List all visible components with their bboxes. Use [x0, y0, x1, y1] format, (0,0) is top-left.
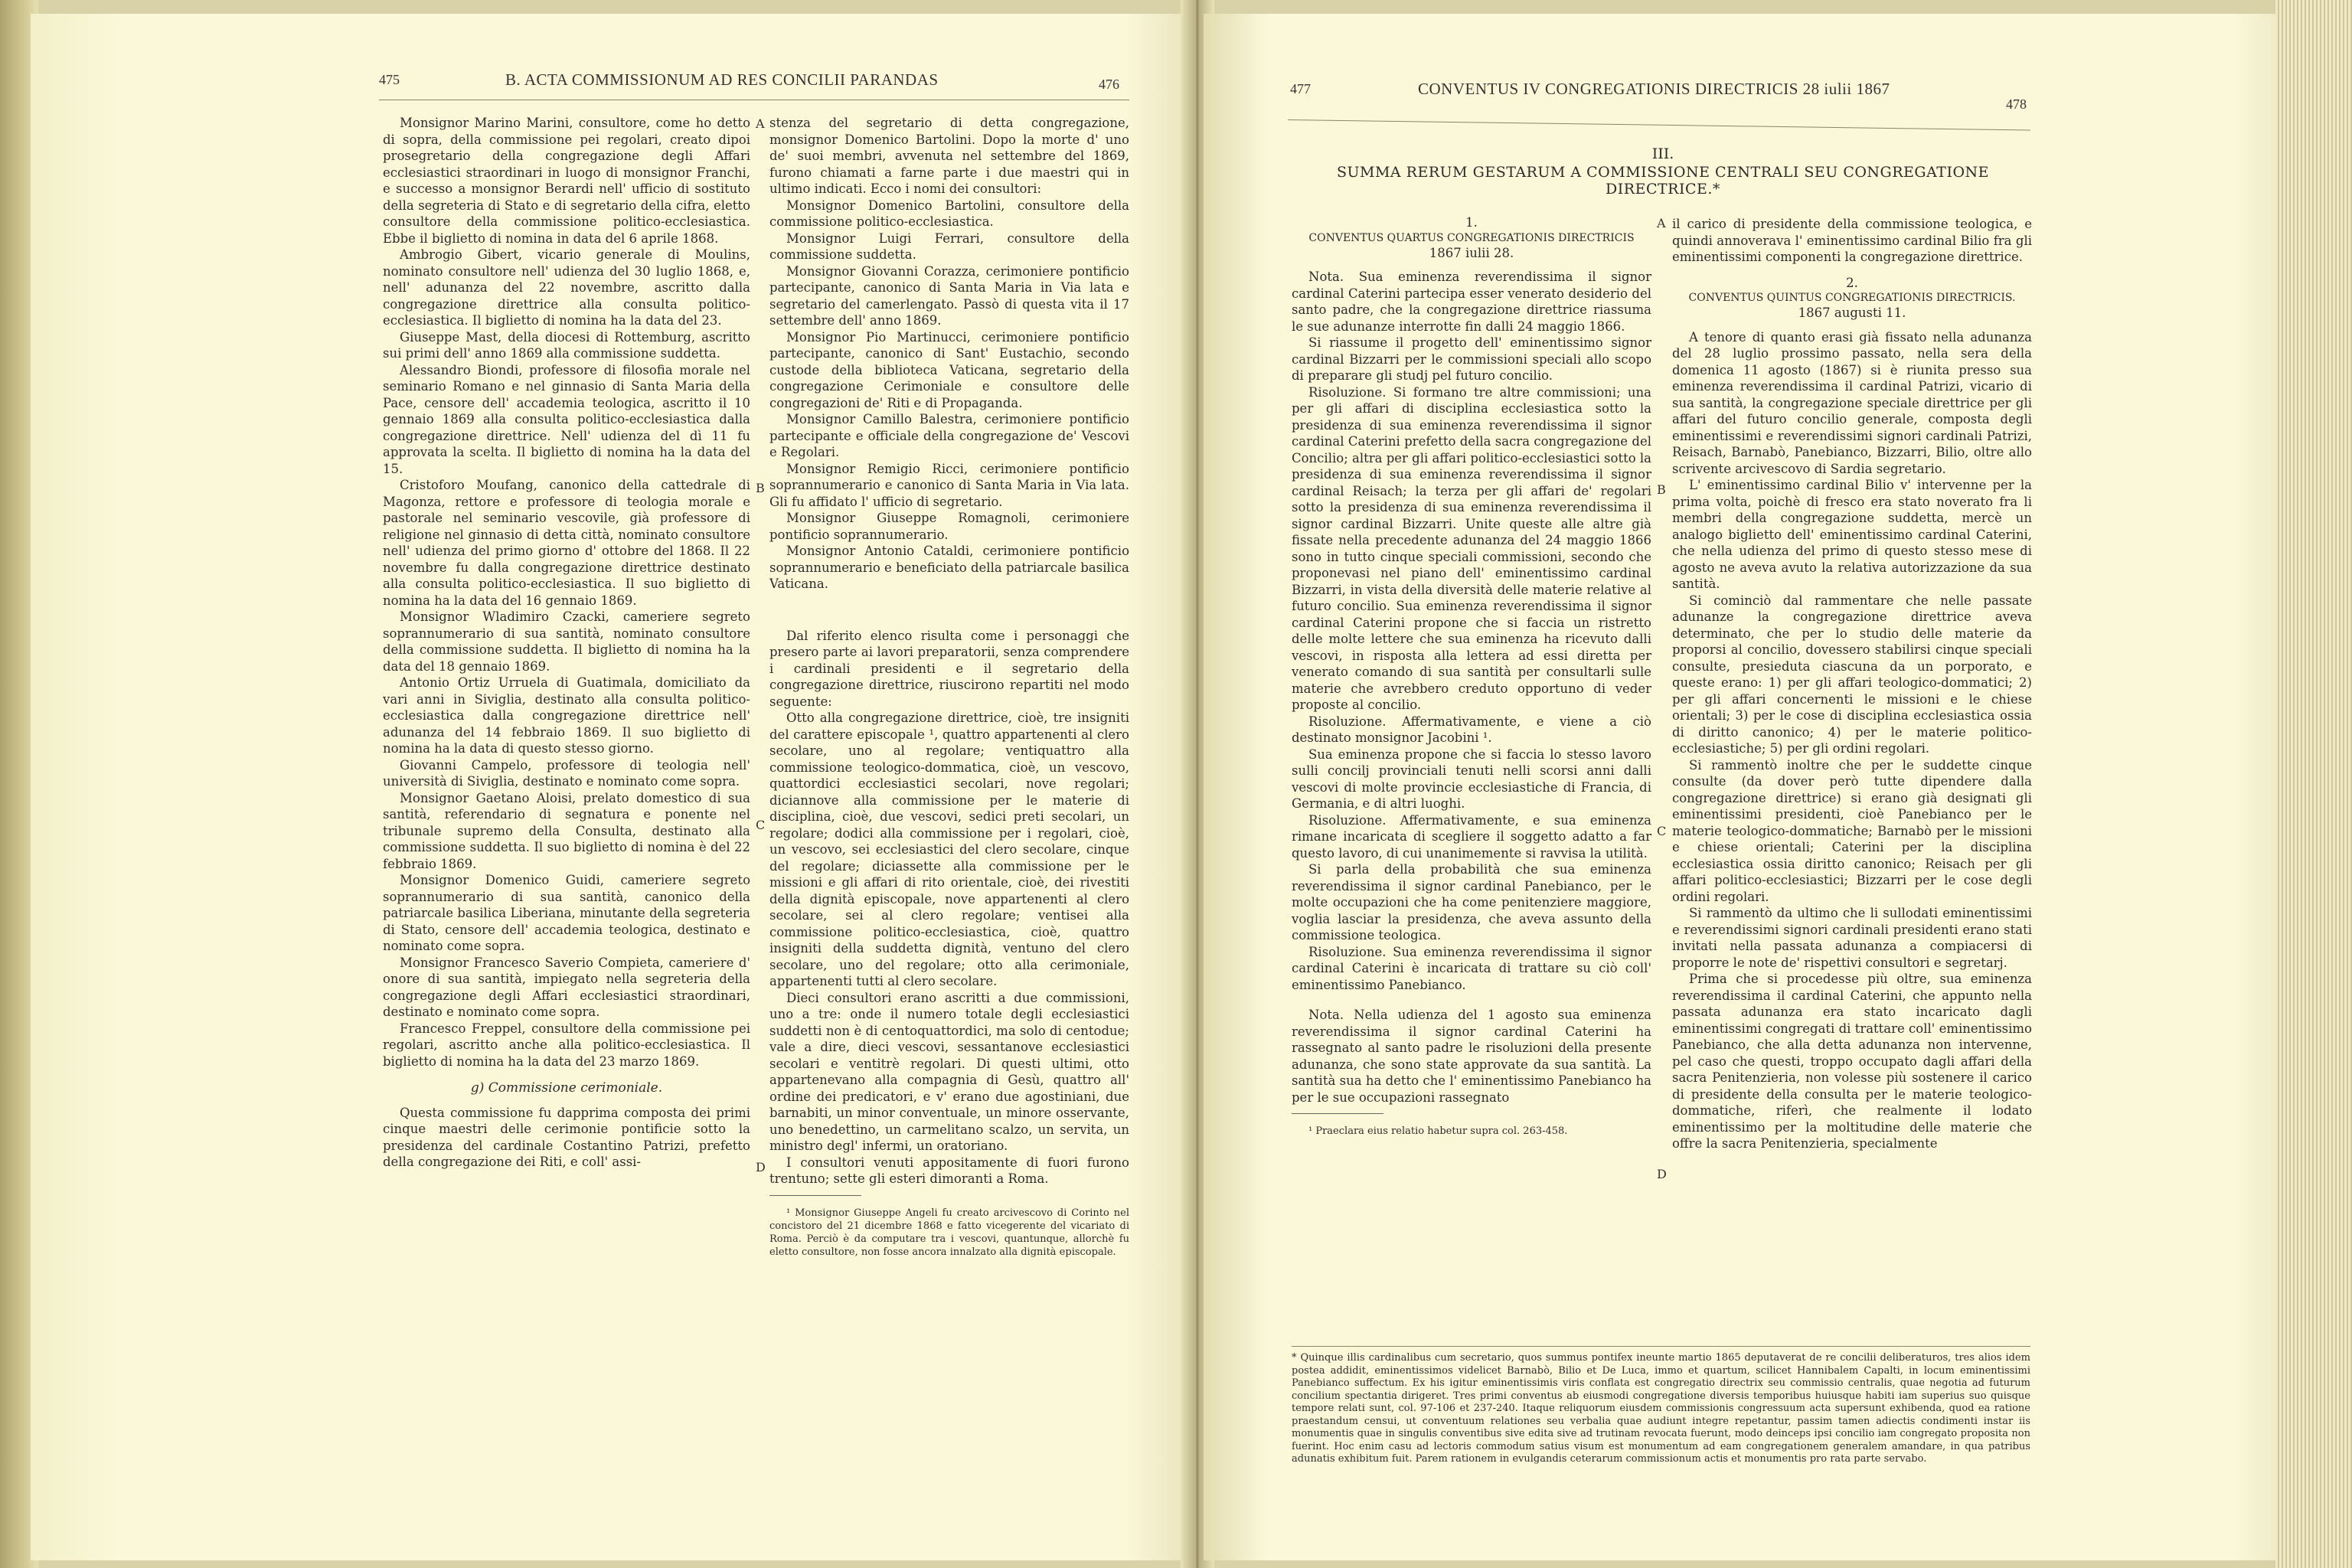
- margin-marker: B: [1657, 482, 1666, 497]
- paragraph: Antonio Ortiz Urruela di Guatimala, domiciliato da vari anni in Siviglia, destinato alla consulta politico-ecclesiastica dalla congregazione direttrice nell' adunanza del 14 febbraio 1869. Il suo biglietto di nomina ha la data di questo stesso giorno.: [383, 675, 750, 756]
- paragraph: Otto alla congregazione direttrice, cioè, tre insigniti del carattere episcopale ¹, quattro appartenenti al clero secolare, uno al regolare; ventiquattro alla commissione teologico-dommatica, cioè, un vescovo, quattordici ecclesiastici secolari, nove regolari; diciannove alla commissione per le materie di disciplina, cioè, due vescovi, sedici preti secolari, un regolare; dodici alla commissione per i regolari, cioè, un vescovo, sei ecclesiastici del clero secolare, cinque del regolare; diciassette alla commissione per le missioni e gli affari di rito orientale, cioè, dei rivestiti della dignità episcopale, nove appartenenti al clero secolare, sei al clero regolare; ventisei alla commissione politico-ecclesiastica, cioè, quattro insigniti della suddetta dignità, ventuno del clero secolare, uno del regolare; otto alla cerimoniale, appartenenti tutti al clero secolare.: [769, 710, 1129, 988]
- paragraph: Francesco Freppel, consultore della commissione pei regolari, ascritto anche alla politico-ecclesiastica. Il biglietto di nomina ha la data del 23 marzo 1869.: [383, 1021, 750, 1069]
- paragraph: Monsignor Giovanni Corazza, cerimoniere pontificio partecipante, canonico di Santa Maria in Via lata e segretario del camerlengato. Passò di questa vita il 17 settembre dell' anno 1869.: [769, 263, 1129, 328]
- paragraph: Alessandro Biondi, professore di filosofia morale nel seminario Romano e nel ginnasio di Santa Maria della Pace, censore dell' accademia teologica, ascritto il 10 gennaio 1869 alla consulta politico-ecclesiastica dalla congregazione direttrice. Nell' udienza del dì 11 fu approvata la scelta. Il biglietto di nomina ha la data del 15.: [383, 362, 750, 476]
- paragraph: Nota. Sua eminenza reverendissima il signor cardinal Caterini partecipa esser venerato desiderio del santo padre, che la congregazione direttrice riassuma le sue adunanze interrotte fin dalli 24 maggio 1866.: [1292, 270, 1651, 334]
- paragraph: Risoluzione. Affermativamente, e viene a ciò destinato monsignor Jacobini ¹.: [1292, 714, 1651, 745]
- paragraph: Cristoforo Moufang, canonico della cattedrale di Magonza, rettore e professore di teologia morale e pastorale nel seminario vescovile, già professore di religione nel ginnasio di detta città, nominato consultore nell' udienza del primo giorno d' ottobre del 1868. Il 22 novembre fu dalla congregazione direttrice destinato alla consulta politico-ecclesiastica. Il suo biglietto di nomina ha la data del 16 gennaio 1869.: [383, 478, 750, 608]
- conventus-heading: CONVENTUS QUARTUS CONGREGATIONIS DIRECTRICIS: [1308, 231, 1635, 244]
- paragraph: Monsignor Domenico Guidi, cameriere segreto soprannumerario di sua santità, canonico della patriarcale basilica Liberiana, minutante della segreteria di Stato, censore dell' accademia teologica, destinato e nominato come sopra.: [383, 873, 750, 953]
- conventus-date: 1867 augusti 11.: [1798, 305, 1906, 320]
- paragraph: Monsignor Giuseppe Romagnoli, cerimoniere pontificio soprannumerario.: [769, 511, 1129, 542]
- paragraph: Si riassume il progetto dell' eminentissimo signor cardinal Bizzarri per le commissioni speciali allo scopo di preparare gli studj pel futuro concilio.: [1292, 335, 1651, 383]
- editorial-footnote: * Quinque illis cardinalibus cum secretario, quos summus pontifex ineunte martio 1865 deputaverat de re concilii deliberaturos, tres alios idem postea addidit, eminentissimos videlicet Barnabò, Bilio et De Luca, immo et quartum, scilicet Hannibalem Capalti, in locum eminentissimi Panebianco suffectum. Ex his igitur eminentissimis viris conflata est congregatio directrix seu commissio centralis, quae negotia ad futurum concilium spectantia dirigeret. Tres primi conventus ab eiusmodi congregatione diversis temporibus huiusque habiti iam superius suo quisque tempore relati sunt, col. 97-106 et 237-240. Itaque reliquorum eiusdem commissionis congressuum acta supersunt exhibenda, quod ea ratione praestandum censui, ut conventuum relationes seu verbalia quae audiunt integre repetantur, passim tamen adiectis condimenti instar iis monumentis quae in singulis conventibus sive edita sive ad trutinam revocata fuerunt, modo deinceps ipsi concilio iam congregato proposita non fuerint. Hoc enim casu ad lectoris commodum satius visum est monumentum ad eam congregationem generalem amandare, in qua patribus adunatis exhibitum fuit. Parem rationem in evulgandis ceterarum commissionum actis et monumentis pro rata parte servabo.: [1292, 1352, 2030, 1465]
- header-rule: [1288, 119, 2030, 131]
- paragraph: Si rammentò inoltre che per le suddette cinque consulte (da dover però tutte dipendere dalla congregazione direttrice) si erano già designati gli eminentissimi presidenti, cioè Panebianco per le materie teologico-dommatiche; Barnabò per le missioni e chiese orientali; Caterini per la disciplina ecclesiastica ossia diritto canonico; Reisach per gli affari politico-ecclesiastici; Bizzarri per le cose degli ordini regolari.: [1672, 757, 2032, 904]
- running-head: CONVENTUS IV CONGREGATIONIS DIRECTRICIS 28 iulii 1867: [1418, 80, 1890, 98]
- running-head: B. ACTA COMMISSIONUM AD RES CONCILII PARANDAS: [505, 70, 939, 89]
- paragraph: Monsignor Domenico Bartolini, consultore della commissione politico-ecclesiastica.: [769, 198, 1129, 229]
- page-number: 476: [1099, 77, 1119, 92]
- paragraph: Ambrogio Gibert, vicario generale di Moulins, nominato consultore nell' udienza del 30 luglio 1868, e, nell' adunanza del 22 novembre, ascritto dalla congregazione direttrice alla consulta politico-ecclesiastica. Il biglietto di nomina ha la data del 23.: [383, 247, 750, 328]
- margin-marker: C: [756, 818, 766, 832]
- page-number: 477: [1290, 81, 1311, 96]
- paragraph: Si parla della probabilità che sua eminenza reverendissima il signor cardinal Panebianco, per le molte occupazioni che ha come penitenziere maggiore, voglia lasciar la presidenza, che aveva assunto della commissione teologica.: [1292, 862, 1651, 942]
- section-heading: g) Commissione cerimoniale.: [470, 1080, 663, 1096]
- paragraph: Monsignor Remigio Ricci, cerimoniere pontificio soprannumerario e canonico di Santa Maria in Via lata. Gli fu affidato l' ufficio di segretario.: [769, 461, 1129, 509]
- paragraph: Dal riferito elenco risulta come i personaggi che presero parte ai lavori preparatorii, senza comprendere i cardinali presidenti e il segretario della congregazione direttrice, riuscirono repartiti nel modo seguente:: [769, 628, 1129, 709]
- paragraph: Questa commissione fu dapprima composta dei primi cinque maestri delle cerimonie pontificie sotto la presidenza del cardinale Costantino Patrizi, prefetto della congregazione dei Riti, e coll' assi-: [383, 1105, 750, 1169]
- column-left: [383, 115, 750, 1171]
- page-number: 478: [2006, 96, 2027, 112]
- paragraph: A tenore di quanto erasi già fissato nella adunanza del 28 luglio prossimo passato, nella sera della domenica 11 agosto (1867) si è riunita presso sua eminenza reverendissima il cardinal Patrizi, vicario di sua santità, la congregazione speciale direttrice per gli affari del futuro concilio generale, composta degli eminentissimi e reverendissimi signori cardinali Patrizi, Reisach, Barnabò, Panebianco, Bizzarri, Bilio, oltre allo scrivente arcivescovo di Sardia segretario.: [1672, 329, 2032, 476]
- margin-marker: A: [756, 116, 765, 131]
- paragraph: Monsignor Luigi Ferrari, consultore della commissione suddetta.: [769, 230, 1129, 262]
- paragraph: Giovanni Campelo, professore di teologia nell' università di Siviglia, destinato e nominato come sopra.: [383, 757, 750, 789]
- column-right: [1672, 216, 2032, 1152]
- conventus-heading: CONVENTUS QUINTUS CONGREGATIONIS DIRECTRICIS.: [1688, 292, 2016, 304]
- paragraph: Si cominciò dal rammentare che nelle passate adunanze la congregazione direttrice aveva determinato, che per lo studio delle materie da proporsi al concilio, dovessero stabilirsi cinque speciali consulte, presieduta ciascuna da un porporato, e queste erano: 1) per gli affari teologico-dommatici; 2) per gli affari concernenti le missioni e le chiese orientali; 3) per le cose di disciplina ecclesiastica ossia di diritto canonico; 4) per le materie politico-ecclesiastiche; 5) per gli ordini regolari.: [1672, 593, 2032, 756]
- section-title: SUMMA RERUM GESTARUM A COMMISSIONE CENTRALI SEU CONGREGATIONE DIRECTRICE.*: [1336, 164, 1990, 198]
- paragraph: Prima che si procedesse più oltre, sua eminenza reverendissima il cardinal Caterini, che appunto nella passata adunanza era stato incaricato dagli eminentissimi congregati di trattare coll' eminentissimo Panebianco, che alla detta adunanza non intervenne, pel caso che questi, troppo occupato dagli affari della sacra Penitenzieria, non volesse più sostenere il carico di presidente della consulta per le materie teologico-dommatiche, riferì, che realmente il lodato eminentissimo per la moltitudine delle materie che offre la sacra Penitenzieria, specialmente: [1672, 972, 2032, 1151]
- section-number: III.: [1651, 145, 1674, 162]
- margin-marker: D: [756, 1160, 766, 1174]
- margin-marker: A: [1657, 216, 1666, 230]
- column-left: [1292, 214, 1651, 1138]
- paragraph: Monsignor Antonio Cataldi, cerimoniere pontificio soprannumerario e beneficiato della patriarcale basilica Vaticana.: [769, 544, 1129, 591]
- left-page: [31, 14, 1194, 1560]
- paragraph: Monsignor Francesco Saverio Compieta, cameriere d' onore di sua santità, impiegato nella segreteria della congregazione degli Affari ecclesiastici straordinari, destinato e nominato come sopra.: [383, 955, 750, 1019]
- paragraph: stenza del segretario di detta congregazione, monsignor Domenico Bartolini. Dopo la morte d' uno de' suoi membri, avvenuta nel settembre del 1869, furono chiamati a farne parte i due maestri qui in ultimo indicati. Ecco i nomi dei consultori:: [769, 116, 1129, 196]
- footnote: ¹ Praeclara eius relatio habetur supra col. 263-458.: [1308, 1125, 1568, 1137]
- footnote-rule: [1292, 1113, 1383, 1114]
- conventus-date: 1867 iulii 28.: [1429, 245, 1514, 260]
- right-page: [1204, 14, 2275, 1560]
- paragraph: Risoluzione. Sua eminenza reverendissima il signor cardinal Caterini è incaricata di trattare su ciò coll' eminentissimo Panebianco.: [1292, 944, 1651, 992]
- conventus-number: 1.: [1465, 215, 1478, 230]
- margin-marker: B: [756, 481, 765, 495]
- paragraph: Monsignor Camillo Balestra, cerimoniere pontificio partecipante e officiale della congregazione de' Vescovi e Regolari.: [769, 412, 1129, 459]
- footnote: ¹ Monsignor Giuseppe Angeli fu creato arcivescovo di Corinto nel concistoro del 21 dicembre 1868 e fatto vicegerente del vicariato di Roma. Perciò è da computare tra i vescovi, quantunque, allorchè fu eletto consultore, non fosse ancora innalzato alla dignità episcopale.: [769, 1207, 1129, 1258]
- paragraph: Nota. Nella udienza del 1 agosto sua eminenza reverendissima il signor cardinal Caterini ha rassegnato al santo padre le risoluzioni della presente adunanza, che sono state approvate da sua santità. La santità sua ha detto che l' eminentissimo Panebianco ha per le sue occupazioni rassegnato: [1292, 1008, 1651, 1105]
- page-number: 475: [379, 72, 400, 87]
- column-right: [769, 115, 1129, 1259]
- margin-marker: C: [1657, 824, 1667, 838]
- paragraph: Risoluzione. Affermativamente, e sua eminenza rimane incaricata di scegliere il soggetto adatto a far questo lavoro, di cui unanimemente si ravvisa la utilità.: [1292, 812, 1651, 861]
- paragraph: Monsignor Pio Martinucci, cerimoniere pontificio partecipante, canonico di Sant' Eustachio, secondo custode della biblioteca Vaticana, segretario della congregazione Cerimoniale e consultore delle congregazioni de' Riti e di Propaganda.: [769, 329, 1129, 410]
- paragraph: il carico di presidente della commissione teologica, e quindi annoverava l' eminentissimo cardinal Bilio fra gli eminentissimi componenti la congregazione direttrice.: [1672, 217, 2032, 264]
- paragraph: Risoluzione. Si formano tre altre commissioni; una per gli affari di disciplina ecclesiastica sotto la presidenza di sua eminenza reverendissima il signor cardinal Caterini prefetto della sacra congregazione del Concilio; altra per gli affari politico-ecclesiastici sotto la presidenza di sua eminenza reverendissima il signor cardinal Reisach; la terza per gli affari de' regolari sotto la presidenza di sua eminenza reverendissima il signor cardinal Bizzarri. Unite queste alle altre già fissate nella precedente adunanza del 24 maggio 1866 sono in tutto cinque speciali commissioni, secondo che proponevasi nel piano dell' eminentissimo cardinal Bizzarri, in vista della diversità delle materie relative al futuro concilio. Sua eminenza reverendissima il signor cardinal Caterini propone che si faccia un ristretto delle molte lettere che sua eminenza ha ricevuto dalli vescovi, in risposta alla lettera ad essi diretta per venerato comando di sua santità per consultarli sulle materie che avrebbero creduto opportuno di veder proposte al concilio.: [1292, 384, 1652, 712]
- paragraph: L' eminentissimo cardinal Bilio v' intervenne per la prima volta, poichè di fresco era stato noverato fra li membri della congregazione suddetta, mercè un analogo biglietto dell' eminentissimo cardinal Caterini, che nella udienza del primo di questo stesso mese di agosto ne aveva avuto la relativa autorizzazione da sua santità.: [1672, 478, 2032, 591]
- paragraph: Si rammentò da ultimo che li sullodati eminentissimi e reverendissimi signori cardinali presidenti erano stati invitati nella passata adunanza a compiacersi di proporre le note de' rispettivi consultori e segretarj.: [1672, 906, 2032, 970]
- paragraph: Monsignor Marino Marini, consultore, come ho detto di sopra, della commissione pei regolari, creato dipoi prosegretario della congregazione degli Affari ecclesiastici straordinari in luogo di monsignor Franchi, e successo a monsignor Berardi nell' ufficio di sostituto della segreteria di Stato e di segretario della cifra, eletto consultore della commissione politico-ecclesiastica. Ebbe il biglietto di nomina in data del 6 aprile 1868.: [383, 116, 750, 246]
- paragraph: Sua eminenza propone che si faccia lo stesso lavoro sulli concilj provinciali tenuti nelli scorsi anni dalli vescovi di molte provincie ecclesiastiche di Francia, di Germania, e di altri luoghi.: [1292, 746, 1651, 811]
- paragraph: Monsignor Wladimiro Czacki, cameriere segreto soprannumerario di sua santità, nominato consultore della commissione suddetta. Il biglietto di nomina ha la data del 18 gennaio 1869.: [383, 609, 750, 674]
- book-edge-right: [2275, 0, 2352, 1568]
- paragraph: I consultori venuti appositamente di fuori furono trentuno; sette gli esteri dimoranti a Roma.: [769, 1155, 1129, 1186]
- paragraph: Giuseppe Mast, della diocesi di Rottemburg, ascritto sui primi dell' anno 1869 alla commissione suddetta.: [383, 329, 750, 361]
- footnote-separator: [1292, 1346, 2030, 1347]
- footnote-rule: [769, 1195, 861, 1196]
- paragraph: Monsignor Gaetano Aloisi, prelato domestico di sua santità, referendario di segnatura e ponente nel tribunale supremo della Consulta, destinato alla commissione suddetta. Il suo biglietto di nomina è del 22 febbraio 1869.: [383, 790, 750, 871]
- paragraph: Dieci consultori erano ascritti a due commissioni, uno a tre: onde il numero totale degli ecclesiastici suddetti non è di centoquattordici, ma solo di centodue; vale a dire, dieci vescovi, sessantanove ecclesiastici secolari e ventitrè regolari. Di questi ultimi, otto appartenevano alla compagnia di Gesù, quattro all' ordine dei predicatori, e v' erano due agostiniani, due barnabiti, un minor conventuale, un minore osservante, uno benedettino, un carmelitano scalzo, un servita, un ministro degl' infermi, un oratoriano.: [769, 990, 1129, 1153]
- conventus-number: 2.: [1846, 275, 1858, 290]
- margin-marker: D: [1657, 1167, 1667, 1181]
